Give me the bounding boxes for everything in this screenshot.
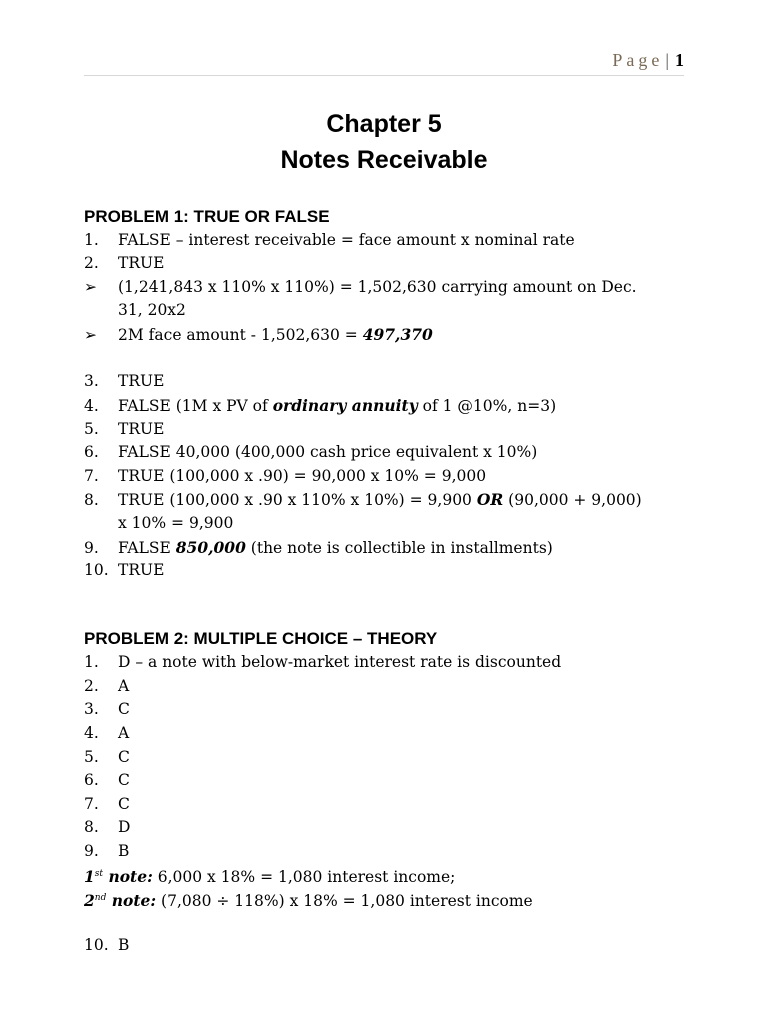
note-label: note:: [106, 891, 157, 910]
item-text: D – a note with below-market interest rate is discounted: [118, 653, 562, 671]
bullet-item: [84, 323, 684, 348]
item-text: TRUE: [118, 254, 165, 272]
item-number: 3.: [84, 372, 99, 390]
item-emphasis: OR: [476, 490, 504, 509]
chapter-name: Notes Receivable: [280, 146, 488, 174]
item-number: 10.: [84, 936, 109, 954]
item-text: (the note is collectible in installments): [245, 539, 553, 557]
bullet-item-continuation: [84, 299, 684, 323]
item-number: 9.: [84, 842, 99, 860]
item-number: 4.: [84, 397, 99, 415]
item-text: C: [118, 795, 130, 813]
list-item: [84, 252, 684, 276]
item-text: TRUE (100,000 x .90 x 110% x 10%) = 9,900: [118, 491, 477, 509]
chapter-title: [84, 106, 684, 178]
list-item: [84, 651, 684, 675]
item-text: (1,241,843 x 110% x 110%) = 1,502,630 carrying amount on Dec.: [118, 278, 637, 296]
item-text: D: [118, 818, 131, 836]
note-ordinal-suffix: st: [94, 869, 104, 879]
item-text: B: [118, 936, 130, 954]
list-item: [84, 394, 684, 419]
list-item: [84, 465, 684, 489]
item-text: FALSE (1M x PV of: [118, 397, 273, 415]
item-text: 2M face amount - 1,502,630 =: [118, 326, 363, 344]
item-text: TRUE: [118, 561, 165, 579]
item-emphasis: ordinary annuity: [272, 396, 418, 415]
item-text: TRUE: [118, 420, 165, 438]
item-text: TRUE (100,000 x .90) = 90,000 x 10% = 9,000: [118, 467, 487, 485]
problem2-heading: PROBLEM 2: MULTIPLE CHOICE – THEORY: [84, 629, 438, 648]
note-ordinal-suffix: nd: [94, 893, 107, 903]
item-emphasis: 497,370: [362, 325, 433, 344]
list-item: [84, 793, 684, 817]
list-item: [84, 746, 684, 770]
item-number: 3.: [84, 700, 99, 718]
list-item: [84, 722, 684, 746]
chapter-number: Chapter 5: [326, 110, 442, 138]
page-header: [612, 50, 684, 71]
page-number: 1: [675, 50, 684, 70]
note-line: [84, 863, 684, 890]
list-item-continuation: [84, 512, 684, 536]
item-number: 7.: [84, 795, 99, 813]
note-ordinal: 2: [84, 891, 95, 910]
arrow-bullet-icon: ➢: [84, 278, 97, 296]
list-item: [84, 675, 684, 699]
page-label: Page: [612, 50, 664, 70]
item-number: 8.: [84, 491, 99, 509]
bullet-item: [84, 276, 684, 300]
header-divider: [84, 75, 684, 76]
list-item: [84, 229, 684, 253]
note-line: [84, 887, 684, 914]
item-text: C: [118, 700, 130, 718]
list-item: [84, 370, 684, 394]
item-number: 5.: [84, 420, 99, 438]
list-item: [84, 536, 684, 561]
item-emphasis: 850,000: [175, 538, 246, 557]
note-ordinal: 1: [84, 867, 95, 886]
item-text: FALSE: [118, 539, 176, 557]
item-text: FALSE – interest receivable = face amount x nominal rate: [118, 231, 575, 249]
item-text: A: [118, 724, 130, 742]
item-text: A: [118, 677, 130, 695]
list-item: [84, 840, 684, 864]
list-item: [84, 934, 684, 958]
item-number: 1.: [84, 231, 99, 249]
item-number: 1.: [84, 653, 99, 671]
item-number: 9.: [84, 539, 99, 557]
item-number: 5.: [84, 748, 99, 766]
list-item: [84, 816, 684, 840]
item-text: C: [118, 748, 130, 766]
item-text: B: [118, 842, 130, 860]
item-text: C: [118, 771, 130, 789]
item-number: 8.: [84, 818, 99, 836]
note-text: (7,080 ÷ 118%) x 18% = 1,080 interest income: [156, 892, 533, 910]
item-text: 31, 20x2: [118, 301, 186, 319]
item-text: x 10% = 9,900: [118, 514, 234, 532]
item-number: 6.: [84, 443, 99, 461]
item-number: 4.: [84, 724, 99, 742]
list-item: [84, 488, 684, 513]
list-item: [84, 698, 684, 722]
item-number: 10.: [84, 561, 109, 579]
item-text: (90,000 + 9,000): [503, 491, 642, 509]
list-item: [84, 418, 684, 442]
item-text: of 1 @10%, n=3): [417, 397, 557, 415]
list-item: [84, 559, 684, 583]
item-number: 2.: [84, 677, 99, 695]
arrow-bullet-icon: ➢: [84, 326, 97, 344]
note-text: 6,000 x 18% = 1,080 interest income;: [152, 868, 456, 886]
note-label: note:: [103, 867, 153, 886]
item-number: 6.: [84, 771, 99, 789]
page-separator: |: [665, 50, 669, 70]
item-number: 2.: [84, 254, 99, 272]
list-item: [84, 769, 684, 793]
item-number: 7.: [84, 467, 99, 485]
problem1-heading: PROBLEM 1: TRUE OR FALSE: [84, 207, 330, 226]
list-item: [84, 441, 684, 465]
item-text: FALSE 40,000 (400,000 cash price equivalent x 10%): [118, 443, 538, 461]
item-text: TRUE: [118, 372, 165, 390]
